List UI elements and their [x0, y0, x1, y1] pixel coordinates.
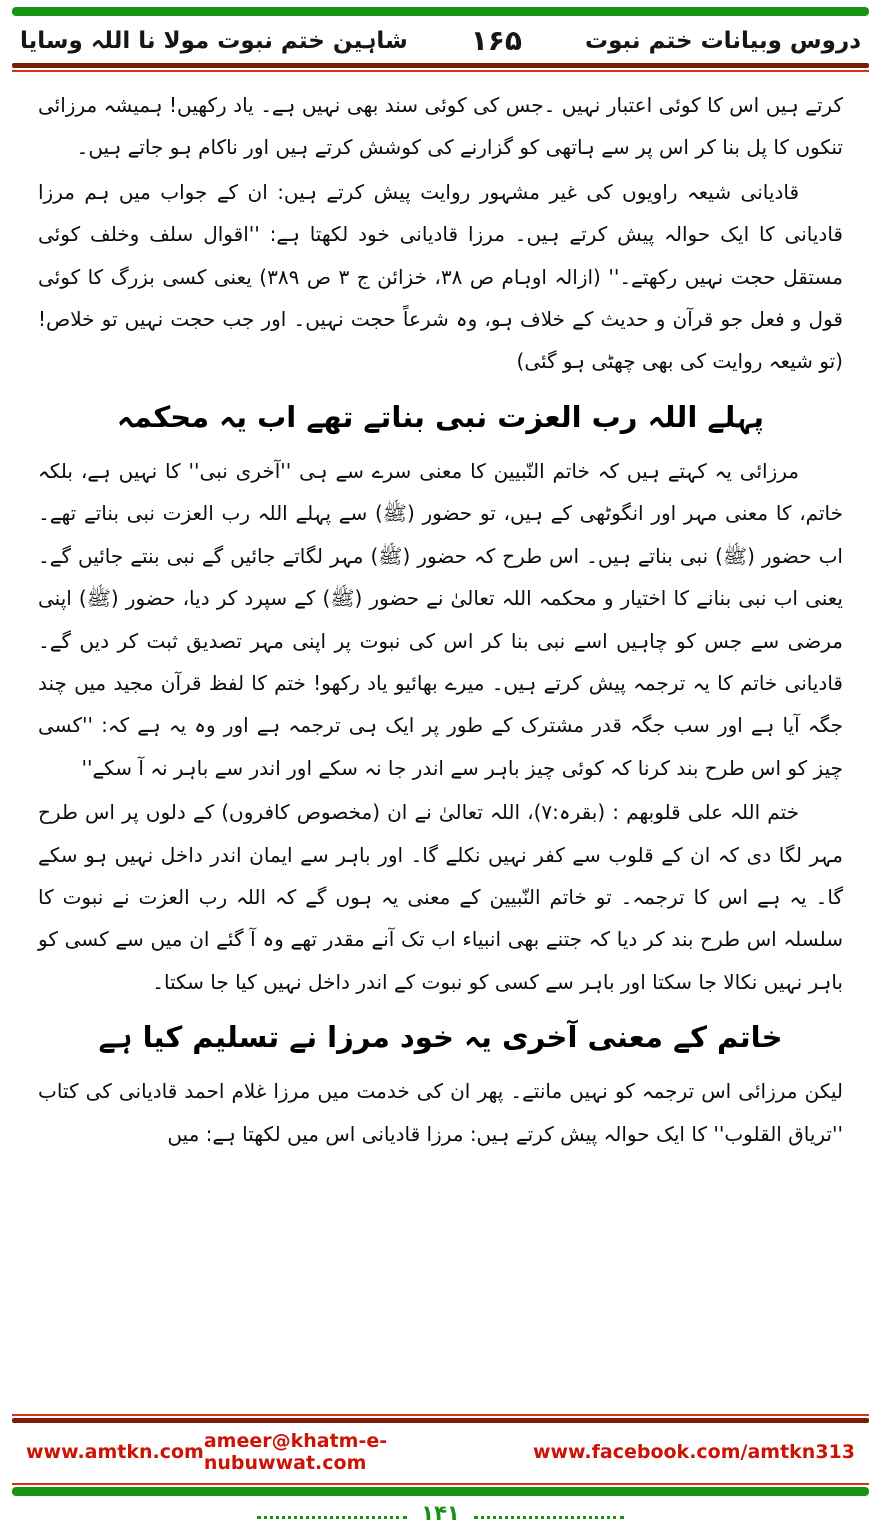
dotted-line-right	[474, 1508, 624, 1519]
facebook-link[interactable]: www.facebook.com/amtkn313	[532, 1441, 855, 1463]
body-paragraph: قادیانی شیعہ راویوں کی غیر مشہور روایت پیش کرتے ہیں: ان کے جواب میں ہم مرزا قادیانی کا ایک حوالہ پیش کرتے ہیں۔ مرزا قادیانی خود لکھتا ہے: ''اقوال سلف وخلف کوئی مستقل حجت نہیں رکھتے۔'' (ازالہ اوہام ص ۳۸، خزائن ج ۳ ص ۳۸۹) یعنی کسی بزرگ کا کوئی قول و فعل جو قرآن و حدیث کے خلاف ہو، وہ شرعاً حجت نہیں۔ اور جب حجت نہیں تو خلاص! (تو شیعہ روایت کی بھی چھٹی ہو گئی)	[38, 179, 844, 374]
bottom-page-number: ۱۴۱	[421, 1501, 460, 1525]
separator-thick-line	[12, 63, 869, 68]
section-heading: خاتم کے معنی آخری یہ خود مرزا نے تسلیم کیا ہے	[98, 1020, 783, 1055]
body-paragraph: لیکن مرزائی اس ترجمہ کو نہیں مانتے۔ پھر ان کی خدمت میں مرزا غلام احمد قادیانی کی کتاب ''تریاق القلوب'' کا ایک حوالہ پیش کرتے ہیں: مرزا قادیانی اس میں لکھتا ہے: میں	[38, 1079, 843, 1146]
body-paragraph: کرتے ہیں اس کا کوئی اعتبار نہیں ۔جس کی کوئی سند بھی نہیں ہے۔ یاد رکھیں! ہمیشہ مرزائی تنکوں کا پل بنا کر اس پر سے ہاتھی کو گزارنے کی کوشش کرتے ہیں اور ناکام ہو جاتے ہیں۔	[38, 93, 843, 160]
separator-thin-line	[12, 1414, 869, 1416]
body-paragraph: مرزائی یہ کہتے ہیں کہ خاتم النّبیین کا معنی سرے سے ہی ''آخری نبی'' کا نہیں ہے، بلکہ خاتم، کا معنی مہر اور انگوٹھی کے ہیں، تو حضور (ﷺ) سے پہلے اللہ رب العزت نبی بناتے تھے۔ اب حضور (ﷺ) نبی بناتے ہیں۔ اس طرح کہ حضور (ﷺ) مہر لگاتے جائیں گے نبی بنتے جائیں گے۔ یعنی اب نبی بنانے کا اختیار و محکمہ اللہ تعالیٰ نے حضور (ﷺ) کے سپرد کر دیا، حضور (ﷺ) اپنی مرضی سے جس کو چاہیں اسے نبی بنا کر اس کی نبوت پر اپنی مہر تصدیق ثبت کر دیں گے۔ قادیانی خاتم کا یہ ترجمہ پیش کرتے ہیں۔ میرے بھائیو یاد رکھو! ختم کا لفظ قرآن مجید میں چند جگہ آیا ہے اور سب جگہ قدر مشترک کے طور پر ایک ہی ترجمہ ہے اور وہ یہ ہے کہ: ''کسی چیز کو اس طرح بند کرنا کہ کوئی چیز باہر سے اندر جا نہ سکے اور اندر سے باہر نہ آ سکے''	[38, 459, 843, 780]
separator-thick-line	[12, 1418, 869, 1423]
bottom-green-border-bar	[12, 1487, 869, 1496]
header-left-title: شاہین ختم نبوت مولا نا اللہ وسایا	[20, 27, 408, 54]
page-body	[10, 74, 871, 1412]
separator-thin-line	[12, 70, 869, 72]
footer-separator-bottom	[12, 1481, 869, 1485]
header-page-number: ۱۶۵	[470, 24, 522, 57]
section-heading: پہلے اللہ رب العزت نبی بناتے تھے اب یہ محکمہ	[116, 399, 765, 434]
dotted-line-left	[257, 1508, 407, 1519]
footer-links-row	[10, 1425, 871, 1479]
header-right-title: دروس وبیانات ختم نبوت	[585, 27, 861, 54]
page-header	[10, 16, 871, 61]
body-paragraph: ختم اللہ علی قلوبھم : (بقرہ:۷)، اللہ تعالیٰ نے ان (مخصوص کافروں) کے دلوں پر اس طرح مہر لگا دی کہ ان کے قلوب سے کفر نہیں نکلے گا۔ اور باہر سے ایمان اندر داخل نہیں ہو سکے گا۔ یہ ہے اس کا ترجمہ۔ تو خاتم النّبیین کے معنی یہ ہوں گے کہ اللہ رب العزت نے نبوت کا سلسلہ اس طرح بند کر دیا کہ جتنے بھی انبیاء اب تک آنے مقدر تھے وہ آ گئے ان میں سے کسی کو باہر نہیں نکالا جا سکتا اور باہر سے کسی کو نبوت کے اندر داخل نہیں کیا جا سکتا۔	[38, 800, 843, 994]
header-separator	[12, 63, 869, 72]
website-link[interactable]: www.amtkn.com	[26, 1441, 204, 1463]
bottom-page-number-row	[10, 1496, 871, 1527]
email-link[interactable]: ameer@khatm-e-nubuwwat.com	[203, 1430, 388, 1474]
top-green-border-bar	[12, 7, 869, 16]
footer-separator-top	[12, 1414, 869, 1423]
separator-thin-line	[12, 1483, 869, 1485]
